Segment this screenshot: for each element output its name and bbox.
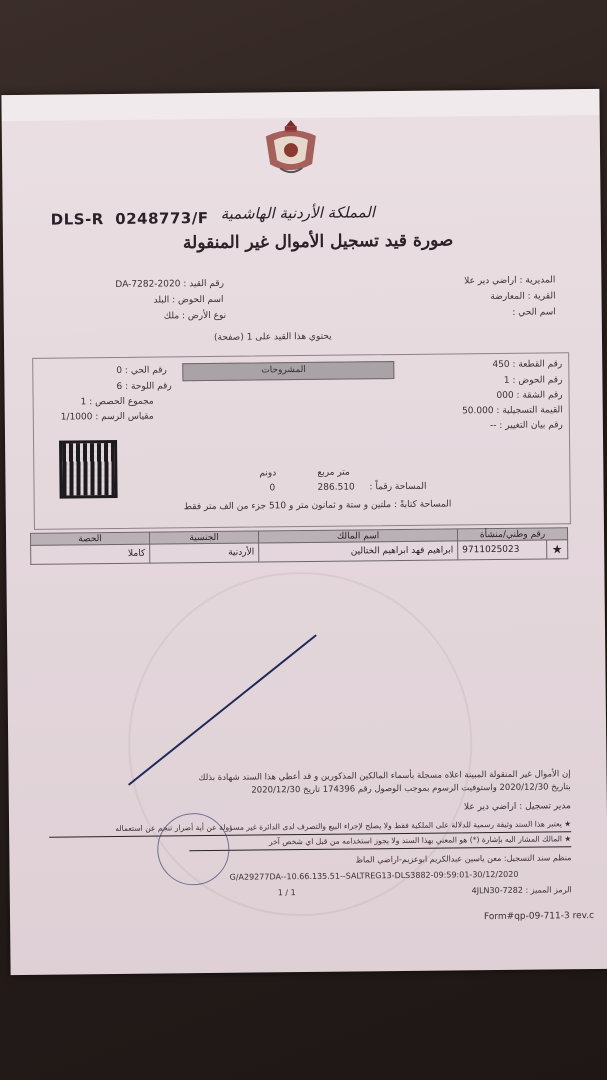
tracking-code: G/A29277DA--10.66.135.51--SALTREG13-DLS3882-09:59:01-30/12/2020 bbox=[229, 869, 519, 882]
owner-share: كاملا bbox=[31, 544, 150, 564]
basin-no-row: رقم الحوض : 1 bbox=[503, 375, 563, 386]
shares-row: مجموع الحصص : 1 bbox=[80, 396, 154, 408]
nationality-header: الجنسية bbox=[149, 531, 258, 544]
form-code: Form#qp-09-711-3 rev.c bbox=[483, 910, 595, 923]
area-dunum-header: دونم bbox=[259, 468, 277, 479]
area-in-words: المساحة كتابةً : ملتين و ستة و ثمانون متر و 510 جزء من الف متر فقط bbox=[183, 499, 452, 513]
kingdom-header: المملكة الأردنية الهاشمية bbox=[220, 203, 376, 223]
note-official-document: ★ يعتبر هذا السند وثيقة رسمية للدلالة على الملكية فقط ولا يصلح لإجراء البيع والتصرف لدى الدائرة غير مسؤولة عن أية أضرار تنجم عن استعماله bbox=[115, 819, 572, 834]
district-row: اسم الحي : bbox=[512, 307, 556, 318]
owner-national-id: 9711025023 bbox=[458, 540, 547, 560]
scale-row: مقياس الرسم : 1/1000 bbox=[60, 411, 154, 423]
area-label: المساحة رقماً : bbox=[369, 481, 427, 493]
national-id-header: رقم وطني/منشأة bbox=[457, 528, 567, 541]
owner-marker-icon: ★ bbox=[547, 540, 568, 559]
change-statement-row: رقم بيان التغيير : -- bbox=[489, 420, 563, 432]
organizer: منظم سند التسجيل: معن ياسين عبدالكريم ابوعزيم-اراضي الماظ bbox=[355, 853, 572, 865]
stamp-seal bbox=[157, 813, 230, 886]
registration-document bbox=[1, 89, 607, 975]
certification-text-1: إن الأموال غير المنقولة المبينة اعلاه مسجلة بأسماء المالكين المذكورين و قد أعطي هذا السند شهادة بذلك bbox=[198, 769, 571, 784]
district-no-row: رقم الحي : 0 bbox=[116, 365, 167, 376]
pages-note: يحتوي هذا القيد على 1 (صفحة) bbox=[213, 331, 332, 343]
note-owner-marker: ★ المالك المشار اليه بإشارة (*) هو المعني بهذا السند ولا يجوز استخدامه من قبل اي شخص آخر bbox=[268, 834, 572, 847]
owner-name-header: اسم المالك bbox=[258, 529, 457, 543]
owner-nationality: الأردنية bbox=[150, 543, 259, 563]
area-m2-value: 286.510 bbox=[317, 482, 355, 493]
registration-director: مدير تسجيل : اراضي دير علا bbox=[463, 801, 571, 813]
certification-text-2: بتاريخ 2020/12/30 واستوفيت الرسوم بموجب الوصول رقم 174396 تاريخ 2020/12/30 bbox=[251, 782, 571, 796]
owner-name: ابراهيم فهد ابراهيم الختالين bbox=[259, 541, 458, 562]
village-row: القرية : المعارضة bbox=[490, 291, 556, 303]
directorate-row: المديرية : اراضي دير علا bbox=[464, 275, 556, 287]
remarks-header: المشروحات bbox=[182, 361, 394, 381]
area-m2-header: متر مربع bbox=[317, 467, 350, 478]
qr-code bbox=[59, 440, 118, 499]
tape-strip bbox=[1, 89, 599, 121]
share-header: الحصة bbox=[30, 532, 149, 545]
document-title: صورة قيد تسجيل الأموال غير المنقولة bbox=[182, 230, 454, 254]
parcel-row: رقم القطعة : 450 bbox=[492, 359, 563, 371]
land-type-row: نوع الأرض : ملك bbox=[163, 310, 227, 322]
page-count: 1 / 1 bbox=[277, 888, 296, 898]
registered-value-row: القيمة التسجيلية : 50.000 bbox=[461, 405, 563, 417]
basin-row: اسم الحوض : البلد bbox=[153, 294, 224, 306]
coat-of-arms-icon bbox=[260, 118, 323, 183]
serial-number: DLS-R 0248773/F bbox=[50, 208, 209, 229]
record-no-row: رقم القيد : 2020-DA-7282 bbox=[115, 278, 225, 290]
owners-table bbox=[30, 527, 568, 565]
apartment-row: رقم الشقة : 000 bbox=[496, 390, 563, 401]
board-no-row: رقم اللوحة : 6 bbox=[116, 381, 172, 392]
area-dunum-value: 0 bbox=[269, 483, 276, 494]
barcode-row: الرمز المميز : 7282-4JLN30 bbox=[471, 885, 572, 896]
